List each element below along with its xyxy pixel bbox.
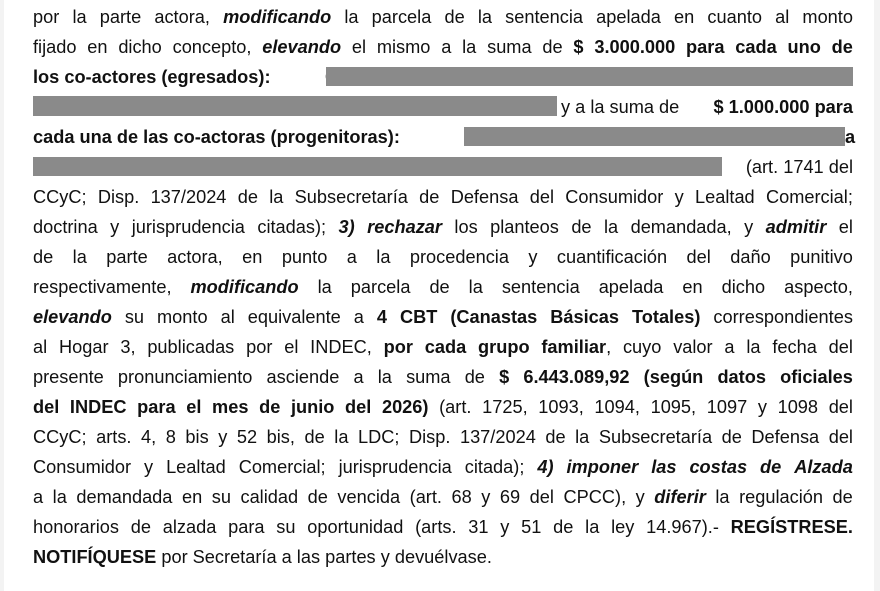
text-line: honorarios de alzada para su oportunidad (arts. 31 y 51 de la ley 14.967).- REGÍSTRESE. — [33, 517, 853, 537]
text-line: presente pronunciamiento asciende a la suma de $ 6.443.089,92 (según datos oficiales — [33, 367, 853, 387]
text-line: los co-actores (egresados): — [33, 67, 271, 87]
text-line: fijado en dicho concepto, elevando el mismo a la suma de $ 3.000.000 para cada uno de — [33, 37, 853, 57]
text-line: CCyC; arts. 4, 8 bis y 52 bis, de la LDC; Disp. 137/2024 de la Subsecretaría de Defensa del — [33, 427, 853, 447]
text-line: por la parte actora, modificando la parcela de la sentencia apelada en cuanto al monto — [33, 7, 853, 27]
text-line: al Hogar 3, publicadas por el INDEC, por cada grupo familiar, cuyo valor a la fecha del — [33, 337, 853, 357]
text-line: respectivamente, modificando la parcela de la sentencia apelada en dicho aspecto, — [33, 277, 853, 297]
text-line: elevando su monto al equivalente a 4 CBT (Canastas Básicas Totales) correspondientes — [33, 307, 853, 327]
redaction-bar — [326, 67, 853, 86]
text-line: Consumidor y Lealtad Comercial; jurisprudencia citada); 4) imponer las costas de Alzada — [33, 457, 853, 477]
text-line: NOTIFÍQUESE por Secretaría a las partes y devuélvase. — [33, 547, 492, 567]
text-line: (art. 1741 del — [745, 157, 853, 177]
text-line: a la demandada en su calidad de vencida (art. 68 y 69 del CPCC), y diferir la regulación de — [33, 487, 853, 507]
text-line: doctrina y jurisprudencia citadas); 3) rechazar los planteos de la demandada, y admitir el — [33, 217, 853, 237]
document-page — [4, 0, 874, 591]
redaction-bar — [33, 96, 557, 116]
text-line: CCyC; Disp. 137/2024 de la Subsecretaría de Defensa del Consumidor y Lealtad Comercial; — [33, 187, 853, 207]
text-line: y a la suma de $ 1.000.000 para — [561, 97, 853, 117]
text-line: de la parte actora, en punto a la procedencia y cuantificación del daño punitivo — [33, 247, 853, 267]
text-line: cada una de las co-actoras (progenitoras): a — [33, 127, 856, 147]
redaction-bar — [464, 127, 845, 146]
text-line: del INDEC para el mes de junio del 2026) (art. 1725, 1093, 1094, 1095, 1097 y 1098 del — [33, 397, 853, 417]
redaction-bar — [33, 157, 722, 176]
